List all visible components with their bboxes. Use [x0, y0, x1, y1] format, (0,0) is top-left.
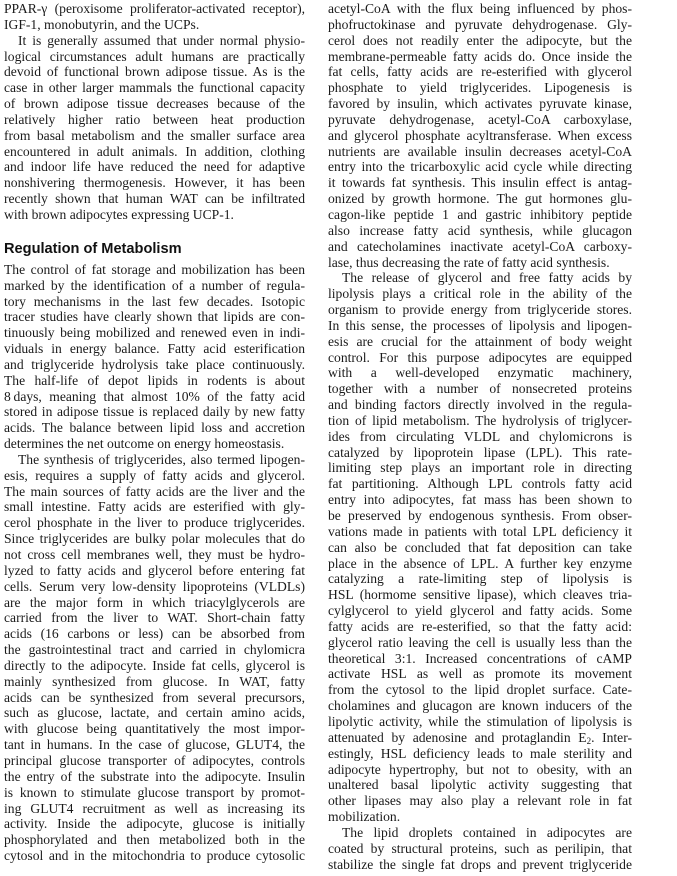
text-line: tant in humans. In the case of glucose, GLUT4, the	[4, 737, 305, 753]
text-line: tracer studies have clearly shown that lipids are con-	[4, 309, 305, 325]
text-line: recently shown that human WAT can be infiltrated	[4, 191, 305, 207]
paragraph	[328, 1, 632, 270]
paragraph	[4, 262, 305, 452]
text-line: other lipases may also play a relevant role in fat	[328, 793, 632, 809]
text-line: favored by insulin, which activates pyruvate kinase,	[328, 96, 632, 112]
text-line: lase, thus decreasing the rate of fatty acid synthesis.	[328, 254, 610, 270]
text-line: marked by the identification of a number of regula-	[4, 277, 305, 293]
text-line: with brown adipocytes expressing UCP-1.	[4, 206, 234, 222]
text-run: . Inter-	[591, 729, 632, 745]
text-line: together with a number of nonsecreted proteins	[328, 381, 632, 397]
text-line: acids can be synthesized from several precursors,	[4, 689, 305, 705]
text-line: and indoor life have reduced the need for adaptive	[4, 159, 305, 175]
text-line: of brown adipose tissue decreases because of the	[4, 96, 305, 112]
text-line: viduals in energy balance. Fatty acid esterification	[4, 341, 305, 357]
section-heading: Regulation of Metabolism	[4, 240, 182, 257]
text-line: relatively higher ratio between heat production	[4, 111, 305, 127]
text-line: tion of lipid metabolism. The hydrolysis of triglycer-	[328, 412, 632, 428]
text-line: It is generally assumed that under normal physio-	[18, 32, 305, 48]
text-run: attenuated by adenosine and protaglandin E	[328, 729, 587, 745]
text-line: The half-life of depot lipids in rodents is about	[4, 372, 305, 388]
paragraph	[328, 270, 632, 825]
text-line: theoretical 3:1. Increased concentrations of cAMP	[328, 650, 632, 666]
text-line: tory mechanisms in the last few decades. Isotopic	[4, 293, 305, 309]
text-line: and binding factors directly involved in the regula-	[328, 397, 632, 413]
text-line: directly to the adipocyte. Inside fat cells, glycerol is	[4, 657, 305, 673]
text-line: from basal metabolism and the smaller surface area	[4, 127, 305, 143]
text-line: with a well-developed enzymatic machinery,	[328, 365, 632, 381]
paragraph-body	[328, 270, 632, 729]
text-line: cerol does not readily enter the adipocyte, but the	[328, 32, 632, 48]
left-column	[4, 1, 305, 864]
text-line: catalyzing a rate-limiting step of lipolysis is	[328, 571, 632, 587]
text-line: pyruvate dehydrogenase, acetyl-CoA carboxylase,	[328, 111, 632, 127]
text-line: the gastrointestinal tract and carried in chylomicra	[4, 642, 305, 658]
text-line: unaltered basal lipolytic activity suggesting that	[328, 777, 632, 793]
text-line: small intestine. Fatty acids are esterified with gly-	[4, 499, 305, 515]
text-line: devoid of functional brown adipose tissue. As is the	[4, 64, 305, 80]
text-line: membrane-permeable fatty acids do. Once inside the	[328, 48, 632, 64]
text-line: The lipid droplets contained in adipocytes are	[342, 824, 632, 840]
text-line: HSL (hormome sensitive lipase), which cleaves tria-	[328, 587, 632, 603]
text-line: entry into adipocytes, fat mass has been shown to	[328, 492, 632, 508]
text-line: 8 days, meaning that almost 10% of the fatty acid	[4, 388, 305, 404]
text-line: the entry of the substrate into the adipocyte. Insulin	[4, 768, 305, 784]
text-line: limiting step plays an important role in directing	[328, 460, 632, 476]
text-line: phofructokinase and pyruvate dehydrogenase. Gly-	[328, 16, 632, 32]
text-line: activate HSL as well as promote its movement	[328, 666, 632, 682]
text-line: cytosol and in the mitochondria to produce cytosolic	[4, 848, 305, 864]
text-line: is known to stimulate glucose transport by promot-	[4, 784, 305, 800]
text-line: ing GLUT4 recruitment as well as increasing its	[4, 800, 305, 816]
text-line: lipolytic activity, while the stimulation of lipolysis is	[328, 713, 632, 729]
text-line: nonshivering thermogenesis. However, it has been	[4, 175, 305, 191]
text-line: cylglycerol to yield glycerol and fatty acids. Some	[328, 603, 632, 619]
text-line: encountered in adult animals. In addition, clothing	[4, 143, 305, 159]
text-line: glycerol ratio leaving the cell is usually less than the	[328, 634, 632, 650]
text-line: organism to provide energy from triglyceride stores.	[328, 302, 632, 318]
text-line: esis, requires a supply of fatty acids and glycerol.	[4, 467, 305, 483]
text-line: are the major form in which triacylglycerols are	[4, 594, 305, 610]
text-line: IGF-1, monobutyrin, and the UCPs.	[4, 16, 200, 32]
text-line: and triglyceride hydrolysis take place continuously.	[4, 356, 305, 372]
text-line: cells. Serum very low-density lipoproteins (VLDLs)	[4, 578, 305, 594]
paragraph	[4, 1, 305, 33]
paragraph-tail	[328, 746, 632, 825]
text-line: cagon-like peptide 1 and gastric inhibitory peptide	[328, 206, 632, 222]
text-line: logical circumstances adult humans are practically	[4, 48, 305, 64]
text-line: cerol phosphate in the liver to produce triglycerides.	[4, 515, 305, 531]
text-line: ides from circulating VLDL and chylomicrons is	[328, 428, 632, 444]
text-line: principal glucose transporter of adipocytes, controls	[4, 752, 305, 768]
text-line: can also be concluded that fat deposition can take	[328, 539, 632, 555]
text-line: esis are crucial for the attainment of body weight	[328, 333, 632, 349]
text-line: catalyzed by lipoprotein lipase (LPL). This rate-	[328, 444, 632, 460]
spacer	[4, 232, 305, 241]
text-line: it towards fat synthesis. This insulin effect is antag-	[328, 175, 632, 191]
text-line: and glycerol phosphate acyltransferase. When excess	[328, 127, 632, 143]
text-line: tinuously being mobilized and renewed even in indi-	[4, 325, 305, 341]
text-line: lyzed to fatty acids and glycerol before entering fat	[4, 562, 305, 578]
text-line: place in the absence of LPL. A further key enzyme	[328, 555, 632, 571]
text-line: acids. The balance between lipid loss and accretion	[4, 420, 305, 436]
text-line: activity. Inside the adipocyte, glucose is initially	[4, 816, 305, 832]
text-line: mainly synthesized from glucose. In WAT, fatty	[4, 673, 305, 689]
paragraph	[4, 452, 305, 864]
text-line: PPAR-γ (peroxisome proliferator-activated receptor),	[4, 1, 305, 16]
paragraph	[328, 825, 632, 873]
text-line: The control of fat storage and mobilization has been	[4, 261, 305, 277]
paragraph	[4, 33, 305, 223]
subscript: 2	[586, 735, 592, 746]
text-line: The release of glycerol and free fatty acids by	[342, 270, 632, 286]
text-line: phosphate to yield triglycerides. Lipogenesis is	[328, 80, 632, 96]
text-line: stabilize the single fat drops and prevent triglyceride	[328, 856, 632, 872]
text-line: determines the net outcome on energy homeostasis.	[4, 436, 285, 452]
text-line: The main sources of fatty acids are the liver and the	[4, 483, 305, 499]
spacer	[4, 223, 305, 232]
text-line: case in other larger mammals the functional capacity	[4, 80, 305, 96]
text-line: entry into the tricarboxylic acid cycle while directing	[328, 159, 632, 175]
text-line: such as glucose, lactate, and certain amino acids,	[4, 705, 305, 721]
text-line: cholamines and glucagon are known inducers of the	[328, 698, 632, 714]
text-line: In this sense, the processes of lipolysis and lipogen-	[328, 317, 632, 333]
text-line: acids (16 carbons or less) can be absorbed from	[4, 626, 305, 642]
text-line: fatty acids are re-esterified, so that the fatty acid:	[328, 618, 632, 634]
text-line: fat partitioning. Although LPL controls fatty acid	[328, 476, 632, 492]
text-line: phosphorylated and then metabolized both in the	[4, 832, 305, 848]
text-line: also increase fatty acid synthesis, while glucagon	[328, 222, 632, 238]
text-line: carried from the liver to WAT. Short-chain fatty	[4, 610, 305, 626]
text-line: lipolysis plays a critical role in the ability of the	[328, 286, 632, 302]
text-line: The synthesis of triglycerides, also termed lipogen-	[18, 451, 305, 467]
text-line: not cross cell membranes well, they must be hydro-	[4, 547, 305, 562]
text-line: stored in adipose tissue is replaced daily by new fatty	[4, 404, 305, 420]
text-line: nutrients are available insulin decreases acetyl-CoA	[328, 143, 632, 159]
text-line: onized by growth hormone. The gut hormones glu-	[328, 191, 632, 207]
text-line: with glucose being quantitatively the most impor-	[4, 721, 305, 737]
text-line: adipocyte hypertrophy, but not to obesity, with an	[328, 761, 632, 777]
text-line	[328, 730, 632, 746]
text-line: and catecholamines inactivate acetyl-CoA carboxy-	[328, 238, 632, 254]
text-line: estingly, HSL deficiency leads to male sterility and	[328, 745, 632, 761]
text-line: from the cytosol to the lipid droplet surface. Cate-	[328, 682, 632, 698]
text-line: control. For this purpose adipocytes are equipped	[328, 349, 632, 365]
text-line: Since triglycerides are bulky polar molecules that do	[4, 531, 305, 547]
text-line: be preserved by endogenous synthesis. From obser-	[328, 508, 632, 523]
right-column	[328, 1, 632, 872]
text-line: vations made in patients with total LPL deficiency it	[328, 523, 632, 539]
text-line: mobilization.	[328, 809, 401, 825]
text-line: coated by structural proteins, such as perilipin, that	[328, 840, 632, 856]
text-line: acetyl-CoA with the flux being influenced by phos-	[328, 1, 632, 16]
text-line: fat cells, fatty acids are re-esterified with glycerol	[328, 64, 632, 80]
